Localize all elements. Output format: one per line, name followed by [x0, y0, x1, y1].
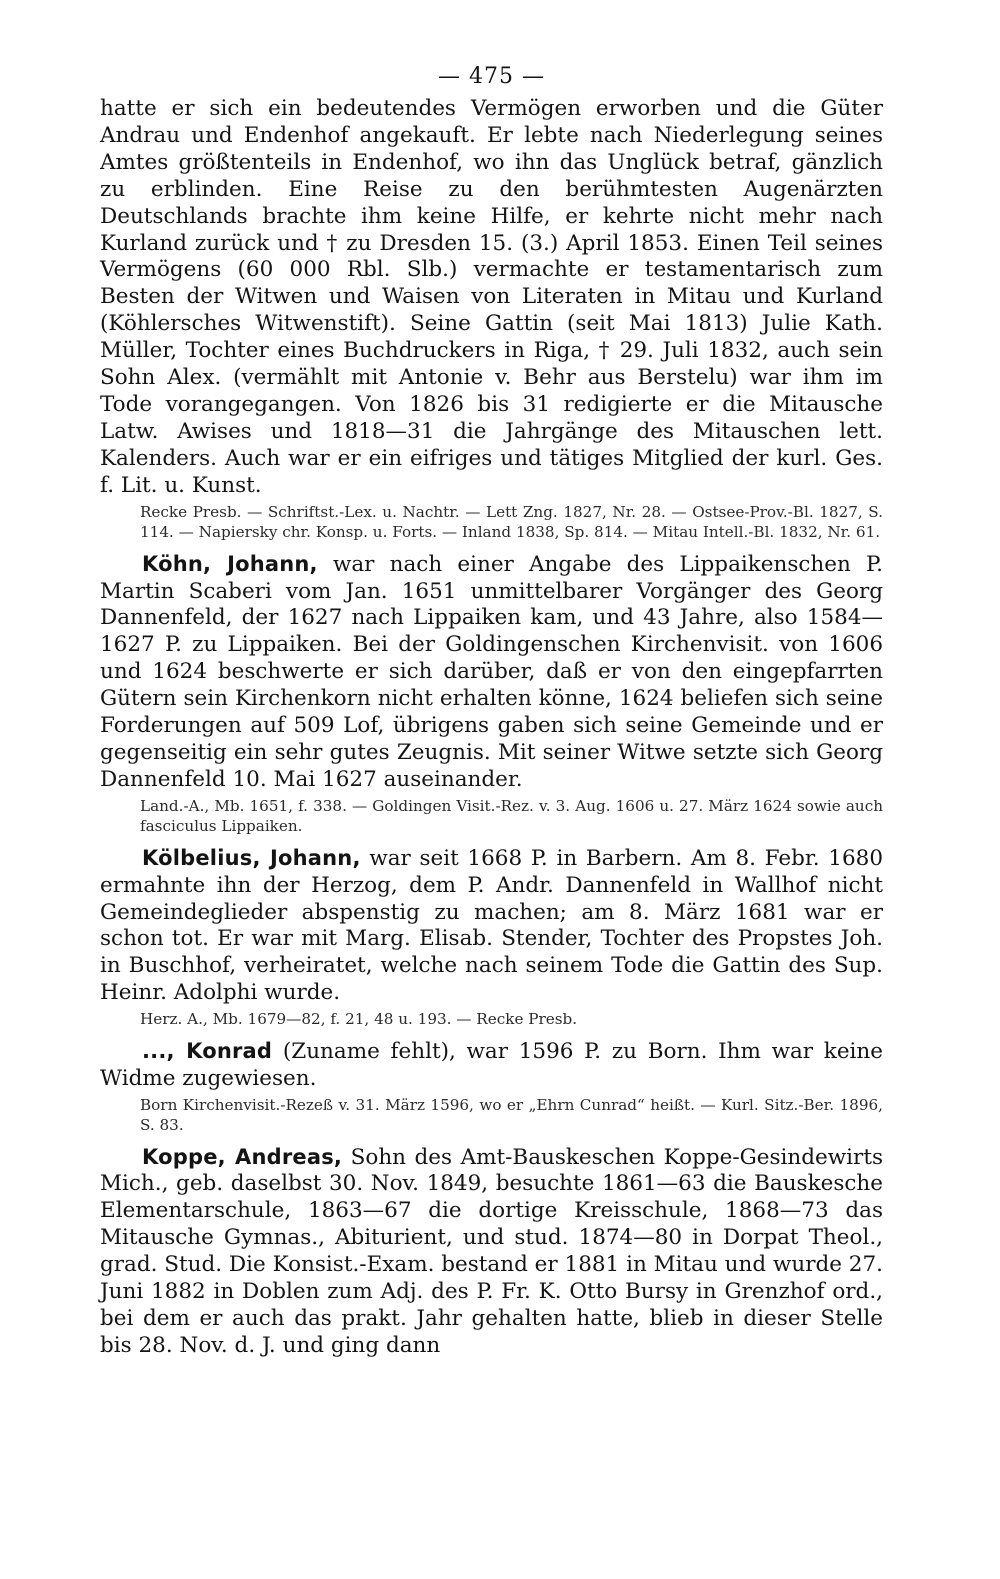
entry-paragraph [100, 1144, 883, 1360]
page-number: — 475 — [438, 64, 545, 89]
entry-text: Sohn des Amt-Bauskeschen Koppe-Gesindewirts Mich., geb. daselbst 30. Nov. 1849, besuchte 1861—63 die Bauskesche Elementarschule, 1863—67 die dortige Kreisschule, 1868—73 das Mitausche Gymnas., Abiturient, und stud. 1874—80 in Dorpat Theol., grad. Stud. Die Konsist.-Exam. bestand er 1881 in Mitau und wurde 27. Juni 1882 in Doblen zum Adj. des P. Fr. K. Otto Bursy in Grenzhof ord., bei dem er auch das prakt. Jahr gehalten hatte, blieb in dieser Stelle bis 28. Nov. d. J. und ging dann [100, 1144, 883, 1358]
entry-paragraph [100, 551, 883, 794]
entry-headword: Kölbelius, Johann, [142, 845, 361, 870]
entry-references: Herz. A., Mb. 1679—82, f. 21, 48 u. 193. — Recke Presb. [140, 1010, 578, 1029]
entry-text: war seit 1668 P. in Barbern. Am 8. Febr. 1680 ermahnte ihn der Herzog, dem P. Andr. Dannenfeld in Wallhof nicht Gemeindeglieder abspenstig zu machen; am 8. März 1681 war er schon tot. Er war mit Marg. Elisab. Stender, Tochter des Propstes Joh. in Buschhof, verheiratet, welche nach seinem Tode die Gattin des Sup. Heinr. Adolphi wurde. [100, 845, 884, 1006]
entry-headword: Koppe, Andreas, [142, 1144, 343, 1169]
entry-references: Born Kirchenvisit.-Rezeß v. 31. März 1596, wo er „Ehrn Cunrad“ heißt. — Kurl. Sitz.-Ber. 1896, S. 83. [140, 1095, 883, 1134]
entry-koppe [100, 1144, 883, 1360]
document-page [100, 62, 883, 1360]
entry-headword: ..., Konrad [142, 1038, 273, 1063]
continuation-references: Recke Presb. — Schriftst.-Lex. u. Nachtr. — Lett Zng. 1827, Nr. 28. — Ostsee-Prov.-Bl. 1827, S. 114. — Napiersky chr. Konsp. u. Forts. — Inland 1838, Sp. 814. — Mitau Intell.-Bl. 1832, Nr. 61. [140, 502, 883, 542]
entry-references: Land.-A., Mb. 1651, f. 338. — Goldingen Visit.-Rez. v. 3. Aug. 1606 u. 27. März 1624 sowie auch fasciculus Lippaiken. [140, 796, 883, 836]
entry-paragraph [100, 845, 883, 1007]
entry-koehn [100, 551, 883, 837]
entry-text: (Zuname fehlt), war 1596 P. zu Born. Ihm war keine Widme zugewiesen. [100, 1038, 883, 1091]
entry-koelbelius [100, 845, 883, 1030]
continuation-paragraph: hatte er sich ein bedeutendes Vermögen erworben und die Güter Andrau und Endenhof angekauft. Er lebte nach Niederlegung seines Amtes größtenteils in Endenhof, wo ihn das Unglück betraf, gänzlich zu erblinden. Eine Reise zu den berühmtesten Augenärzten Deutschlands brachte ihm keine Hilfe, er kehrte nicht mehr nach Kurland zurück und † zu Dresden 15. (3.) April 1853. Einen Teil seines Vermögens (60 000 Rbl. Slb.) vermachte er testamentarisch zum Besten der Witwen und Waisen von Literaten in Mitau und Kurland (Köhlersches Witwenstift). Seine Gattin (seit Mai 1813) Julie Kath. Müller, Tochter eines Buchdruckers in Riga, † 29. Juli 1832, auch sein Sohn Alex. (vermählt mit Antonie v. Behr aus Berstelu) war ihm im Tode vorangegangen. Von 1826 bis 31 redigierte er die Mitausche Latw. Awises und 1818—31 die Jahrgänge des Mitauschen lett. Kalenders. Auch war er ein eifriges und tätiges Mitglied der kurl. Ges. f. Lit. u. Kunst. [100, 96, 883, 498]
entry-text: war nach einer Angabe des Lippaikenschen P. Martin Scaberi vom Jan. 1651 unmittelbarer Vorgänger des Georg Dannenfeld, der 1627 nach Lippaiken kam, und 43 Jahre, also 1584—1627 P. zu Lippaiken. Bei der Goldingenschen Kirchenvisit. von 1606 und 1624 beschwerte er sich darüber, daß er von den eingepfarrten Gütern sein Kirchenkorn nicht erhalten könne, 1624 beliefen sich seine Forderungen auf 509 Lof, übrigens gaben sich seine Gemeinde und er gegenseitig ein sehr gutes Zeugnis. Mit seiner Witwe setzte sich Georg Dannenfeld 10. Mai 1627 auseinander. [100, 551, 883, 792]
entry-konrad [100, 1038, 883, 1136]
entry-headword: Köhn, Johann, [142, 551, 318, 576]
entry-paragraph [100, 1038, 883, 1093]
